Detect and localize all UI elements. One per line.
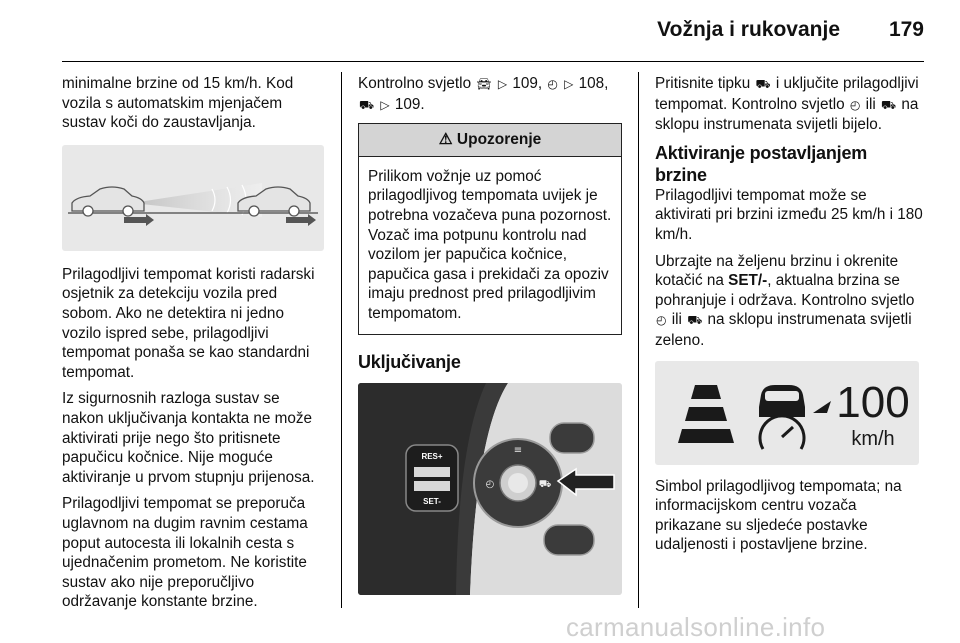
speedometer-icon: ◴ [547,77,558,91]
res-set-switch [406,445,458,511]
paragraph-recommendation: Prilagodljivi tempomat se preporuča uglavnom na dugim ravnim cestama poput autocesta ili lokalnih cesta s ujednačenim prometom. Ne koristite sustav ako nije preporučljivo održavanje konstante brzine. [62,495,308,611]
column-2 [358,74,622,595]
page-number: 179 [888,18,924,41]
column-divider [638,72,639,608]
paragraph-safety: Iz sigurnosnih razloga sustav se nakon uključivanja kontakta ne može aktivirati prije nego što pritisnete papučicu kočnice. Nije moguće aktiviranje u prvom stupnju prijenosa. [62,390,315,486]
steering-wheel-controls-illustration [358,383,622,595]
paragraph-symbol-description: Simbol prilagodljivog tempomata; na informacijskom centru vozača prikazane su sljedeće postavke udaljenosti i postavljene brzine. [655,477,902,554]
driver-info-display-illustration [655,361,919,465]
page-header [0,0,960,62]
adaptive-cruise-icon: ⛟ [881,97,897,112]
set-speed-value: 100 [836,377,910,427]
paragraph-press-button: Pritisnite tipku ⛟ i uključite prilagodljivi tempomat. Kontrolno svjetlo ◴ ili ⛟ na sklopu instrumenata svijetli bijelo. [655,75,919,134]
adaptive-cruise-icon: ⛟ [359,97,375,112]
set-label: SET- [423,496,441,506]
set-control-label: SET/- [728,272,768,290]
reference-arrow-icon: ▷ [497,77,508,91]
arrow-right-icon [286,214,316,226]
reference-arrow-icon: ▷ [380,97,390,112]
adaptive-cruise-icon: ⛟ [755,77,771,91]
watermark: carmanualsonline.info [566,612,826,642]
page-title: Vožnja i rukovanje [657,18,840,41]
column-3 [655,74,923,562]
control-light-reference: Kontrolno svjetlo 🚘︎ ▷ 109, ◴ ▷ 108, ⛟ ▷ 109. [358,74,622,115]
steering-wheel-diagram [358,383,622,595]
warning-icon: ⚠ [438,131,453,149]
paragraph-speed-range: Prilagodljivi tempomat može se aktivirati pri brzini između 25 km/h i 180 km/h. [655,186,923,243]
adaptive-cruise-button-icon: ⛟ [538,478,552,490]
set-speed-unit: km/h [851,427,895,450]
speedometer-icon: ◴ [656,313,667,328]
upper-button [550,423,594,453]
following-distance-icon [678,385,734,443]
paragraph-radar: Prilagodljivi tempomat koristi radarski osjetnik za detekciju vozila pred sobom. Ako ne detektira ni jedno vozilo ispred sebe, prilagodljivi tempomat ponaša se kao standardni tempomat. [62,265,315,381]
paragraph-set-speed: Ubrzajte na željenu brzinu i okrenite kotačić na SET/-, aktualna brzina se pohranjuje i održava. Kontrolno svjetlo ◴ ili ⛟ na sklopu instrumenata svijetli zeleno. [655,252,915,349]
adaptive-cruise-symbol-icon [759,385,831,449]
car-front-icon: 🚘︎ [476,77,492,91]
column-divider [341,72,342,608]
distance-icon: ≡ [513,444,523,456]
own-car-icon [72,187,144,216]
column-1 [62,74,324,619]
radar-diagram [62,145,324,251]
radar-illustration [62,145,324,251]
cruise-control-pad [474,439,562,527]
cruise-icon: ◴ [485,478,495,490]
reference-arrow-icon: ▷ [564,77,574,91]
res-label: RES+ [421,451,443,461]
warning-title: Upozorenje [456,131,542,149]
intro-paragraph: minimalne brzine od 15 km/h. Kod vozila s automatskim mjenjačem sustav koči do zaustavljanja. [62,75,294,132]
warning-header [359,124,621,157]
driver-info-display [655,361,919,465]
adaptive-cruise-icon: ⛟ [687,313,703,328]
speedometer-icon: ◴ [849,97,861,112]
header-rule [62,61,924,62]
section-heading-activation: Aktiviranje postavljanjem brzine [655,142,868,185]
warning-box [358,123,622,334]
lower-button [544,525,594,555]
section-heading-switching-on: Uključivanje [358,351,461,372]
warning-text: Prilikom vožnje uz pomoć prilagodljivog tempomata uvijek je potrebna vozačeva puna pozornost. Vozač ima potpunu kontrolu nad vozilom jer papučica kočnice, papučica gasa i prekidači za opoziv imaju prednost pred prilagodljivim tempomatom. [368,167,612,322]
